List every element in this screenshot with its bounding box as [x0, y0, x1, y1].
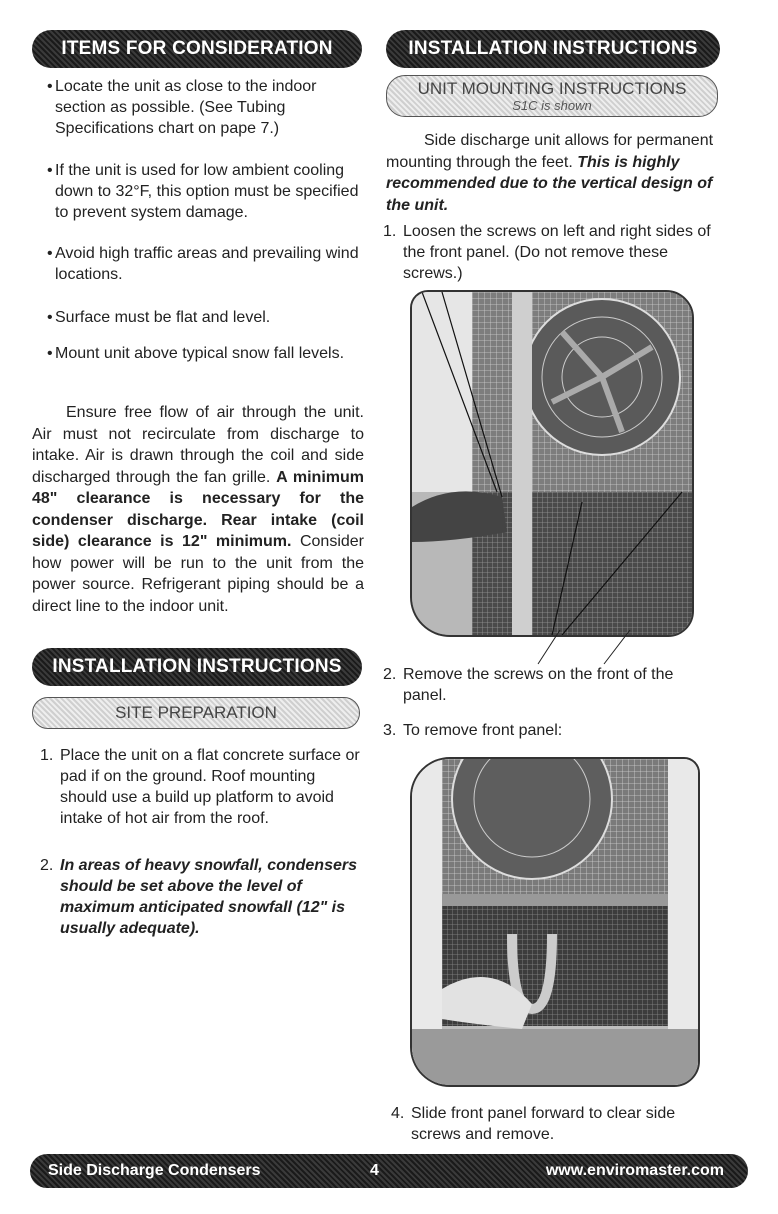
bullet-item: • Surface must be flat and level. [47, 309, 271, 326]
page-footer [30, 1154, 748, 1188]
site-preparation-pill: SITE PREPARATION [32, 697, 360, 729]
mount-step-4: 4. Slide front panel forward to clear side screws and remove. [391, 1105, 676, 1143]
airflow-paragraph: Ensure free flow of air through the unit. Air must not recirculate from discharge to intake. Air is drawn through the coil and side discharged through the fan grille. A minimum 48" clearance is necessary for the condenser discharge. Rear intake (coil side) clearance is 12" minimum. Consider how power will be run to the unit from the power source. Refrigerant piping should be a direct line to the indoor unit. [32, 404, 364, 615]
bullet-item: • Mount unit above typical snow fall levels. [47, 345, 345, 362]
installation-banner-right: INSTALLATION INSTRUCTIONS [386, 30, 720, 68]
site-step-1: 1. Place the unit on a flat concrete surface or pad if on the ground. Roof mounting should use a build up platform to avoid intake of hot air from the roof. [40, 747, 360, 827]
mount-step-3: 3. To remove front panel: [383, 722, 563, 739]
mounting-intro: Side discharge unit allows for permanent mounting through the feet. This is highly recommended due to the vertical design of the unit. [386, 132, 714, 214]
unit-mounting-pill: UNIT MOUNTING INSTRUCTIONS S1C is shown [386, 75, 718, 117]
site-step-2: 2. In areas of heavy snowfall, condensers should be set above the level of maximum anticipated snowfall (12" is usually adequate). [40, 857, 357, 937]
banner-title: ITEMS FOR CONSIDERATION [61, 38, 333, 59]
footer-title: Side Discharge Condensers [48, 1162, 261, 1179]
bullet-item: • Locate the unit as close to the indoor section as possible. (See Tubing Specifications chart on pape 7.) [47, 78, 317, 137]
bullet-item: • Avoid high traffic areas and prevailing wind locations. [47, 245, 359, 283]
unit-side-screws-photo [410, 290, 694, 637]
page-number: 4 [370, 1162, 379, 1179]
items-consideration-banner [32, 30, 362, 68]
front-panel-removal-photo [410, 757, 700, 1087]
installation-banner-left: INSTALLATION INSTRUCTIONS [32, 648, 362, 686]
mount-step-1: 1. Loosen the screws on left and right sides of the front panel. (Do not remove these screws.) [383, 223, 711, 282]
condenser-illustration [412, 292, 692, 635]
pointer-lines [530, 630, 640, 666]
bullet-item: • If the unit is used for low ambient cooling down to 32°F, this option must be specified to prevent system damage. [47, 162, 359, 221]
front-panel-illustration [412, 759, 698, 1085]
footer-url[interactable]: www.enviromaster.com [545, 1162, 724, 1179]
mount-step-2: 2. Remove the screws on the front of the panel. [383, 666, 674, 704]
